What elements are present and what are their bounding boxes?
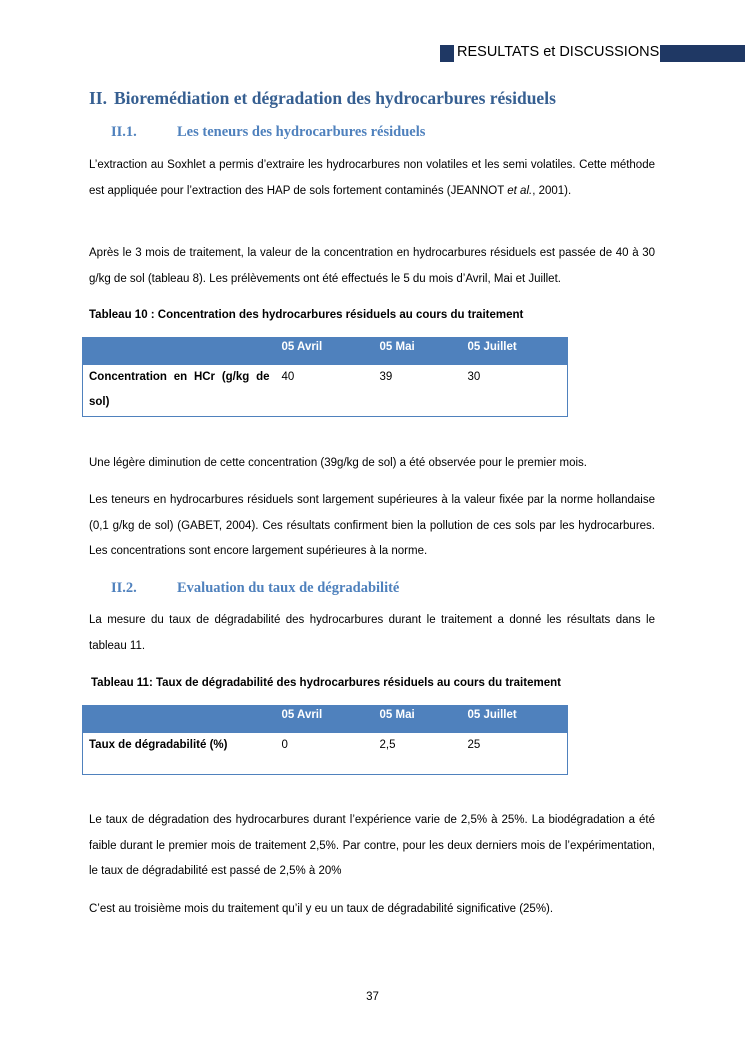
paragraph-1 — [89, 153, 655, 204]
paragraph-text: , 2001). — [532, 184, 572, 197]
table-header-cell: 05 Mai — [374, 338, 462, 365]
table-header-row — [83, 706, 568, 733]
paragraph-5: La mesure du taux de dégradabilité des hydrocarbures durant le traitement a donné les résultats dans le tableau 11. — [89, 614, 655, 652]
header-section-title: RESULTATS et DISCUSSIONS — [457, 44, 660, 60]
table-row-label: Concentration en HCr (g/kg de sol) — [89, 370, 270, 408]
subsection-number: II.1. — [111, 124, 137, 140]
section-heading — [89, 88, 556, 109]
table-header-cell: 05 Juillet — [462, 338, 568, 365]
table-cell: 25 — [467, 738, 481, 751]
paragraph-text: L’extraction au Soxhlet a permis d’extraire les hydrocarbures non volatiles et les semi volatiles. Cette méthode est appliquée pour l’extraction des HAP de sols fortement contaminés (JEANNOT — [89, 159, 655, 197]
section-number: II. — [89, 88, 107, 108]
table-cell: 30 — [467, 370, 481, 383]
table-row — [83, 733, 568, 775]
paragraph-7: C’est au troisième mois du traitement qu’il y eu un taux de dégradabilité significative (25%). — [89, 903, 554, 915]
table-header-cell: 05 Juillet — [462, 706, 568, 733]
subsection-title: Les teneurs des hydrocarbures résiduels — [177, 124, 426, 140]
table-11 — [82, 705, 568, 775]
header-bar-right — [660, 45, 745, 62]
header-bar-left — [440, 45, 454, 62]
table-header-cell — [83, 706, 276, 733]
table-header-cell: 05 Avril — [276, 706, 374, 733]
table-cell: 0 — [281, 738, 288, 751]
subsection-number: II.2. — [111, 580, 137, 596]
paragraph-italic: et al. — [507, 184, 533, 197]
paragraph-3: Une légère diminution de cette concentration (39g/kg de sol) a été observée pour le premier mois. — [89, 457, 587, 469]
table-header-cell: 05 Avril — [276, 338, 374, 365]
table-header-cell: 05 Mai — [374, 706, 462, 733]
table-cell: 2,5 — [379, 738, 396, 751]
table-header-row — [83, 338, 568, 365]
subsection-heading-1 — [111, 124, 425, 141]
paragraph-6: Le taux de dégradation des hydrocarbures durant l’expérience varie de 2,5% à 25%. La biodégradation a été faible durant le premier mois de traitement 2,5%. Par contre, pour les deux derniers mois de l’expérimentation, le taux de dégradabilité est passé de 2,5% à 20% — [89, 814, 655, 877]
table-10-caption: Tableau 10 : Concentration des hydrocarbures résiduels au cours du traitement — [89, 309, 524, 321]
paragraph-4: Les teneurs en hydrocarbures résiduels sont largement supérieures à la valeur fixée par la norme hollandaise (0,1 g/kg de sol) (GABET, 2004). Ces résultats confirment bien la pollution de ces sols par les hydrocarbures. Les concentrations sont encore largement supérieures à la norme. — [89, 494, 655, 557]
page-number: 37 — [366, 991, 379, 1003]
table-cell: 40 — [281, 370, 295, 383]
table-10 — [82, 337, 568, 417]
paragraph-2: Après le 3 mois de traitement, la valeur de la concentration en hydrocarbures résiduels est passée de 40 à 30 g/kg de sol (tableau 8). Les prélèvements ont été effectués le 5 du mois d’Avril, Mai et Juillet. — [89, 247, 655, 285]
table-11-caption: Tableau 11: Taux de dégradabilité des hydrocarbures résiduels au cours du traitement — [91, 677, 561, 689]
table-header-cell — [83, 338, 276, 365]
section-title: Bioremédiation et dégradation des hydrocarbures résiduels — [114, 88, 556, 108]
table-row — [83, 365, 568, 417]
table-cell: 39 — [379, 370, 393, 383]
subsection-heading-2 — [111, 580, 399, 597]
subsection-title: Evaluation du taux de dégradabilité — [177, 580, 400, 596]
table-row-label: Taux de dégradabilité (%) — [89, 738, 228, 751]
